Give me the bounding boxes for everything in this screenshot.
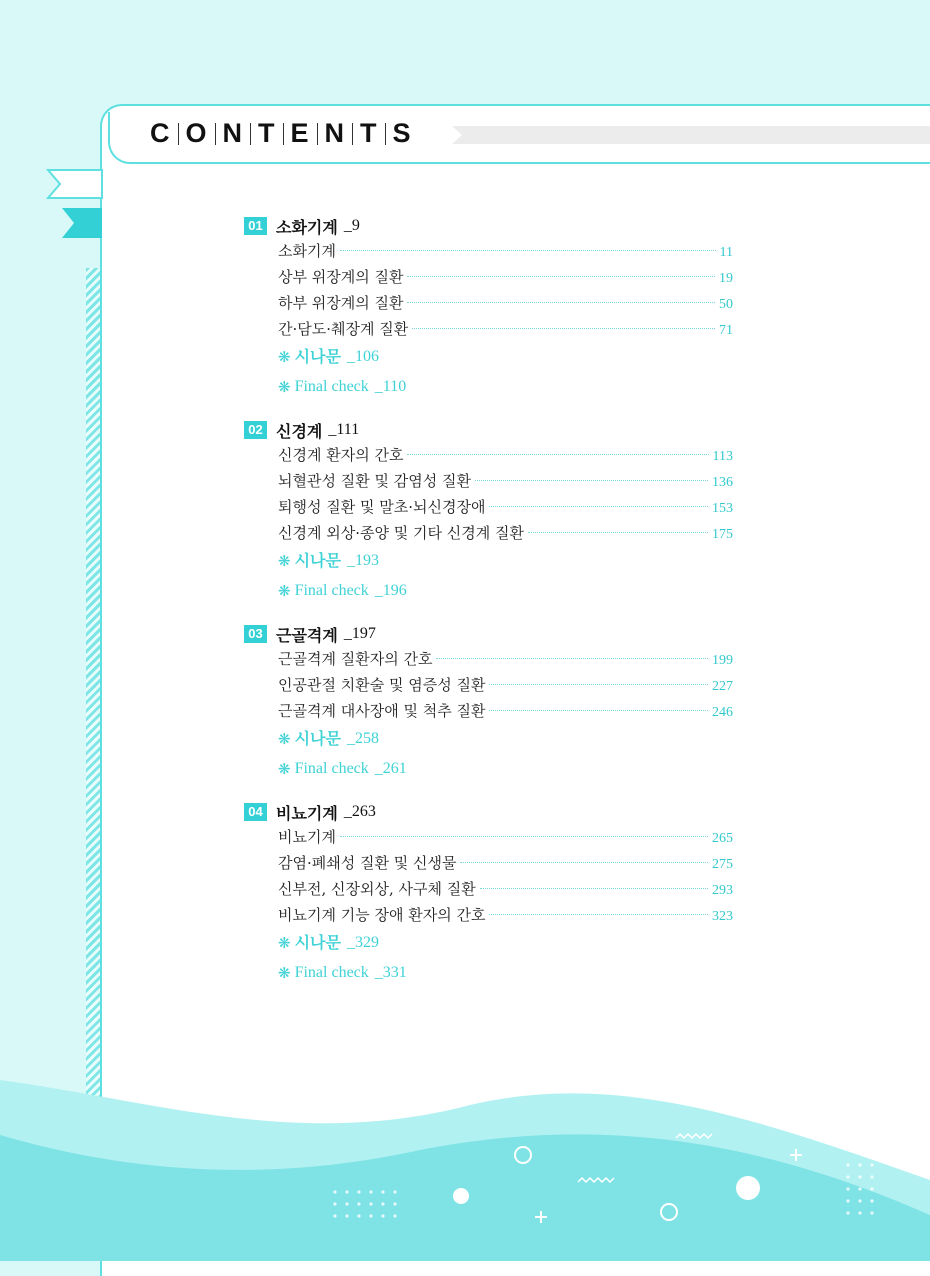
toc-entry-page: 136 [712,475,733,490]
toc-entry[interactable] [278,316,733,342]
toc-entry[interactable] [278,468,733,494]
final-check-label: Final check [294,760,369,777]
dot-leader [528,532,708,533]
dot-leader [480,888,708,889]
toc-entry-label: 근골격계 대사장애 및 척추 질환 [278,702,486,720]
scenario-entry[interactable] [278,724,744,754]
toc-entry[interactable] [278,238,733,264]
chapter-page: _9 [343,217,360,234]
chapter-page: _197 [343,625,376,642]
dot-leader [489,710,708,711]
asterisk-icon: ❋ [278,348,291,366]
toc-entry-page: 275 [712,857,733,872]
circle-dot-icon [453,1188,469,1204]
toc-entry-label: 하부 위장계의 질환 [278,294,404,312]
toc-entry-page: 113 [712,449,733,464]
asterisk-icon: ❋ [278,552,291,570]
contents-title [150,118,412,149]
chapter-number-badge: 04 [244,803,267,821]
toc-entry-page: 227 [712,679,733,694]
chapter-heading[interactable] [244,214,744,238]
scenario-page: _193 [346,552,379,569]
header-decorative-bar [452,126,930,144]
chapter-section [244,622,744,784]
title-divider [317,123,318,145]
dot-leader [475,480,708,481]
title-divider [250,123,251,145]
toc-entry-label: 퇴행성 질환 및 말초·뇌신경장애 [278,498,486,516]
toc-entry-label: 소화기계 [278,242,336,260]
toc-entry-page: 50 [719,297,733,312]
toc-entry[interactable] [278,494,733,520]
title-divider [352,123,353,145]
toc-entry-label: 상부 위장계의 질환 [278,268,404,286]
title-letter: T [258,118,276,148]
asterisk-icon: ❋ [278,760,291,778]
toc-entry-label: 비뇨기계 기능 장애 환자의 간호 [278,906,486,924]
final-check-page: _110 [374,378,407,395]
dot-leader [489,914,708,915]
dot-leader [407,302,715,303]
chapter-heading[interactable] [244,800,744,824]
title-divider [178,123,179,145]
scenario-page: _329 [346,934,379,951]
toc-entry-label: 간·담도·췌장계 질환 [278,320,409,338]
dot-leader [460,862,708,863]
chapter-page: _111 [328,421,360,438]
chapter-number-badge: 01 [244,217,267,235]
hatched-side-strip [86,268,100,1148]
toc-entry-label: 비뇨기계 [278,828,336,846]
toc-entry[interactable] [278,850,733,876]
scenario-entry[interactable] [278,928,744,958]
title-letter: E [290,118,310,148]
toc-entry[interactable] [278,290,733,316]
final-check-label: Final check [294,582,369,599]
toc-entry-page: 246 [712,705,733,720]
toc-entry-page: 293 [712,883,733,898]
final-check-entry[interactable] [278,958,744,988]
asterisk-icon: ❋ [278,378,291,396]
toc-entry[interactable] [278,698,733,724]
chapter-section [244,214,744,402]
chapter-title: 소화기계 [276,217,338,237]
scenario-label: 시나문 [294,347,341,366]
toc-entry-page: 175 [712,527,733,542]
scenario-entry[interactable] [278,546,744,576]
title-letter: N [324,118,346,148]
toc-entry[interactable] [278,264,733,290]
asterisk-icon: ❋ [278,934,291,952]
chapter-heading[interactable] [244,622,744,646]
dot-leader [340,836,708,837]
toc-entry-page: 11 [719,245,733,260]
chapter-section [244,800,744,988]
scenario-page: _258 [346,730,379,747]
toc-entry[interactable] [278,824,733,850]
final-check-entry[interactable] [278,576,744,606]
asterisk-icon: ❋ [278,582,291,600]
toc-entry[interactable] [278,646,733,672]
title-divider [283,123,284,145]
toc-entry-label: 근골격계 질환자의 간호 [278,650,433,668]
ribbon-filled [62,208,102,238]
final-check-page: _331 [374,964,407,981]
toc-entry-page: 265 [712,831,733,846]
toc-entry[interactable] [278,672,733,698]
title-divider [215,123,216,145]
toc-entry[interactable] [278,902,733,928]
final-check-entry[interactable] [278,372,744,402]
scenario-entry[interactable] [278,342,744,372]
toc-entry-label: 감염·폐쇄성 질환 및 신생물 [278,854,457,872]
chapter-title: 근골격계 [276,625,338,645]
title-letter: T [360,118,378,148]
chapter-heading[interactable] [244,418,744,442]
chapter-number-badge: 02 [244,421,267,439]
scenario-label: 시나문 [294,551,341,570]
circle-dot-icon [736,1176,760,1200]
ribbon-outline [48,170,102,198]
dot-leader [436,658,708,659]
asterisk-icon: ❋ [278,730,291,748]
toc-entry-page: 199 [712,653,733,668]
dot-leader [407,276,715,277]
asterisk-icon: ❋ [278,964,291,982]
toc-entry[interactable] [278,520,733,546]
scenario-label: 시나문 [294,729,341,748]
toc-entry-label: 인공관절 치환술 및 염증성 질환 [278,676,486,694]
title-letter: S [392,118,412,148]
toc-entry-label: 신경계 외상·종양 및 기타 신경계 질환 [278,524,524,542]
final-check-page: _261 [374,760,407,777]
toc-entry-label: 뇌혈관성 질환 및 감염성 질환 [278,472,471,490]
chapter-page: _263 [343,803,376,820]
chapter-section [244,418,744,606]
ribbon-decoration [44,164,104,244]
toc-entry-label: 신경계 환자의 간호 [278,446,404,464]
chapter-title: 신경계 [276,421,323,441]
dot-leader [489,684,708,685]
toc-entry-page: 71 [719,323,733,338]
final-check-page: _196 [374,582,407,599]
dot-leader [407,454,708,455]
chapter-number-badge: 03 [244,625,267,643]
chapter-title: 비뇨기계 [276,803,338,823]
toc-entry[interactable] [278,876,733,902]
final-check-label: Final check [294,964,369,981]
title-divider [385,123,386,145]
scenario-label: 시나문 [294,933,341,952]
toc-entry-page: 153 [712,501,733,516]
final-check-entry[interactable] [278,754,744,784]
title-letter: N [222,118,244,148]
title-letter: O [185,118,208,148]
toc-entry[interactable] [278,442,733,468]
toc-entry-page: 19 [719,271,733,286]
dot-leader [489,506,708,507]
toc-entry-label: 신부전, 신장외상, 사구체 질환 [278,880,476,898]
title-letter: C [150,118,171,148]
bottom-wave-decoration [0,1060,930,1261]
final-check-label: Final check [294,378,369,395]
toc-entry-page: 323 [712,909,733,924]
scenario-page: _106 [346,348,379,365]
dot-leader [340,250,716,251]
dot-leader [412,328,715,329]
